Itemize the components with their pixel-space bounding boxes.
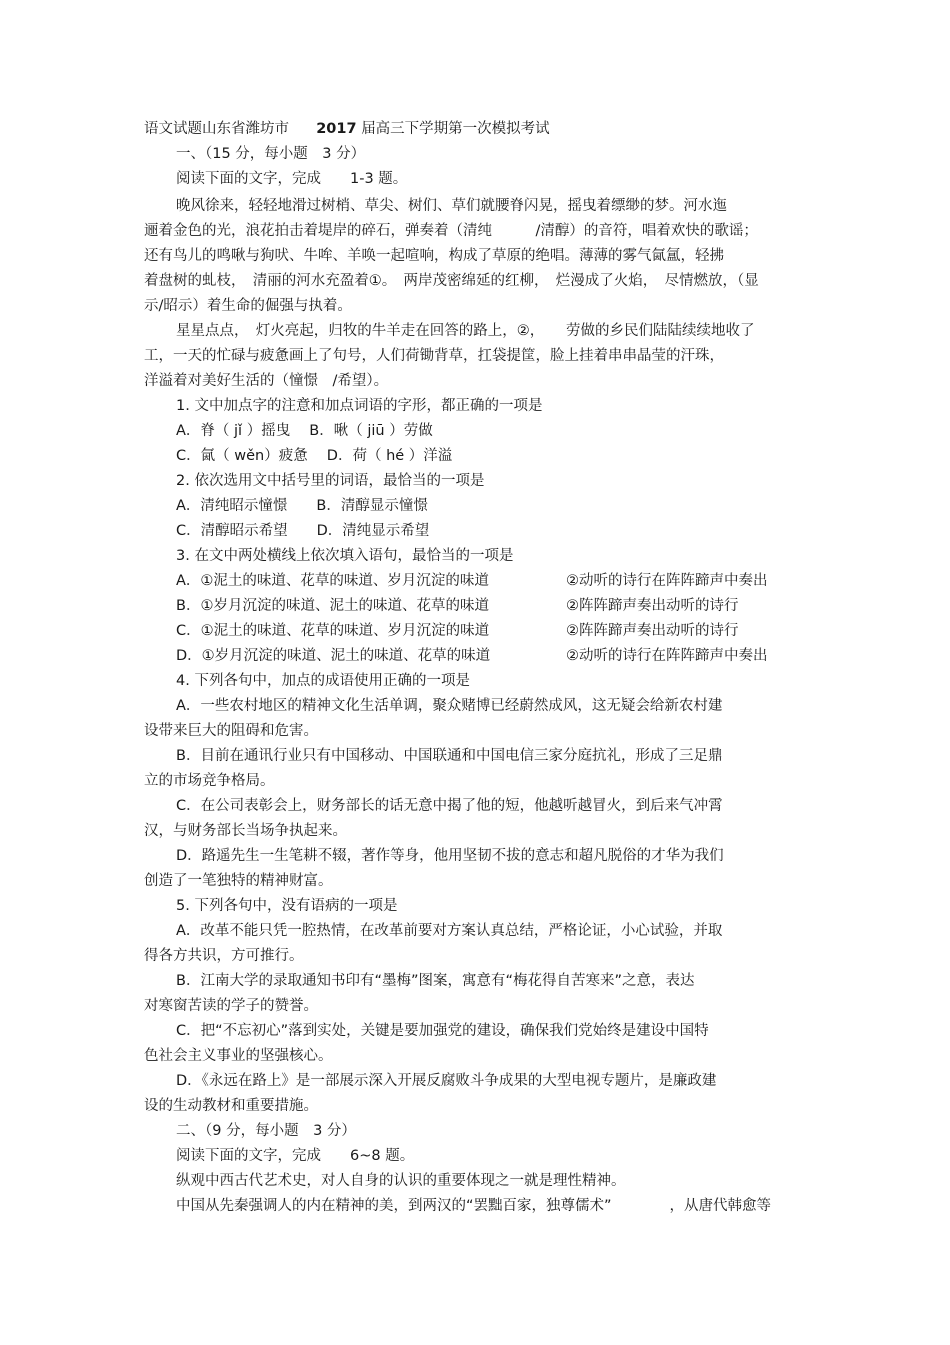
section2-heading: 二、（9 分，每小题 3 分） [176,1123,356,1139]
passage-line: 工，一天的忙碌与疲惫画上了句号，人们荷锄背草，扛袋提筐，脸上挂着串串晶莹的汗珠， [144,348,724,364]
question-5-option-d: D．《永远在路上》是一部展示深入开展反腐败斗争成果的大型电视专题片，是廉政建 [176,1073,717,1089]
question-4-option-b: B．目前在通讯行业只有中国移动、中国联通和中国电信三家分庭抗礼，形成了三足鼎 [176,748,723,764]
question-4-option-d-cont: 创造了一笔独特的精神财富。 [144,873,333,889]
passage-line: 逦着金色的光，浪花拍击着堤岸的碎石，弹奏着（清纯 /清醇）的音符，唱着欢快的歌谣； [144,223,758,239]
question-1-options-ab: A．脊（ jǐ ）摇曳 B．啾（ jiū ）劳做 [176,423,433,439]
question-2-options-ab: A．清纯昭示憧憬 B．清醇显示憧憬 [176,498,428,514]
passage-line: 还有鸟儿的鸣啾与狗吠、牛哞、羊唤一起喧响，构成了草原的绝唱。薄薄的雾气氤氲，轻拂 [144,248,724,264]
question-3-option-right: ②动听的诗行在阵阵蹄声中奏出 [566,573,768,589]
question-5-option-b-cont: 对寒窗苦读的学子的赞誉。 [144,998,318,1014]
title-suffix: 届高三下学期第一次模拟考试 [361,121,550,137]
question-1-stem: 1. 文中加点字的注意和加点词语的字形，都正确的一项是 [176,398,543,414]
question-3-option-left: D．①岁月沉淀的味道、泥土的味道、花草的味道 [176,648,491,664]
question-4-option-b-cont: 立的市场竞争格局。 [144,773,275,789]
passage-line: 星星点点， 灯火亮起，归牧的牛羊走在回答的路上，②， 劳做的乡民们陆陆续续地收了 [176,323,755,339]
title-prefix: 语文试题山东省潍坊市 [144,121,289,137]
document-title [144,119,550,139]
question-5-option-a: A．改革不能只凭一腔热情，在改革前要对方案认真总结，严格论证，小心试验，并取 [176,923,723,939]
question-2-options-cd: C．清醇昭示希望 D．清纯显示希望 [176,523,430,539]
question-4-option-c: C．在公司表彰会上，财务部长的话无意中揭了他的短，他越听越冒火，到后来气冲霄 [176,798,723,814]
passage-line: 洋溢着对美好生活的（憧憬 /希望）。 [144,373,389,389]
question-1-options-cd: C．氤（ wěn）疲惫 D．荷（ hé ）洋溢 [176,448,453,464]
section2-instruction: 阅读下面的文字，完成 6~8 题。 [176,1148,415,1164]
passage-line: 着盘树的虬枝， 清丽的河水充盈着①。 两岸茂密绵延的红柳， 烂漫成了火焰， 尽情燃放，（显 [144,273,759,289]
section1-heading: 一、（15 分，每小题 3 分） [176,146,366,162]
question-4-option-a: A．一些农村地区的精神文化生活单调，聚众赌博已经蔚然成风，这无疑会给新农村建 [176,698,723,714]
question-5-option-a-cont: 得各方共识，方可推行。 [144,948,304,964]
question-4-option-c-cont: 汉，与财务部长当场争执起来。 [144,823,347,839]
question-5-option-b: B．江南大学的录取通知书印有“墨梅”图案，寓意有“梅花得自苦寒来”之意，表达 [176,973,695,989]
question-3-stem: 3. 在文中两处横线上依次填入语句，最恰当的一项是 [176,548,514,564]
question-3-option-left: A．①泥土的味道、花草的味道、岁月沉淀的味道 [176,573,489,589]
passage-line: 晚风徐来，轻轻地滑过树梢、草尖、树们、草们就腰脊闪晃，摇曳着缥缈的梦。河水迤 [176,198,727,214]
question-3-option-right: ②阵阵蹄声奏出动听的诗行 [566,598,739,614]
title-year: 2017 [316,121,357,137]
question-4-option-a-cont: 设带来巨大的阻碍和危害。 [144,723,318,739]
question-5-stem: 5. 下列各句中，没有语病的一项是 [176,898,398,914]
question-5-option-d-cont: 设的生动教材和重要措施。 [144,1098,318,1114]
question-5-option-c: C．把“不忘初心”落到实处，关键是要加强党的建设，确保我们党始终是建设中国特 [176,1023,709,1039]
question-3-option-left: C．①泥土的味道、花草的味道、岁月沉淀的味道 [176,623,490,639]
question-3-option-right: ②动听的诗行在阵阵蹄声中奏出 [566,648,768,664]
passage2-line: 纵观中西古代艺术史，对人自身的认识的重要体现之一就是理性精神。 [176,1173,626,1189]
section1-instruction: 阅读下面的文字，完成 1-3 题。 [176,171,408,187]
question-3-option-right: ②阵阵蹄声奏出动听的诗行 [566,623,739,639]
question-4-option-d: D．路遥先生一生笔耕不辍，著作等身，他用坚韧不拔的意志和超凡脱俗的才华为我们 [176,848,724,864]
question-2-stem: 2. 依次选用文中括号里的词语，最恰当的一项是 [176,473,485,489]
question-4-stem: 4. 下列各句中，加点的成语使用正确的一项是 [176,673,470,689]
passage2-line: 中国从先秦强调人的内在精神的美，到两汉的“罢黜百家，独尊儒术” ，从唐代韩愈等 [176,1198,772,1214]
question-5-option-c-cont: 色社会主义事业的坚强核心。 [144,1048,333,1064]
question-3-option-left: B．①岁月沉淀的味道、泥土的味道、花草的味道 [176,598,489,614]
passage-line: 示/昭示）着生命的倔强与执着。 [144,298,352,314]
